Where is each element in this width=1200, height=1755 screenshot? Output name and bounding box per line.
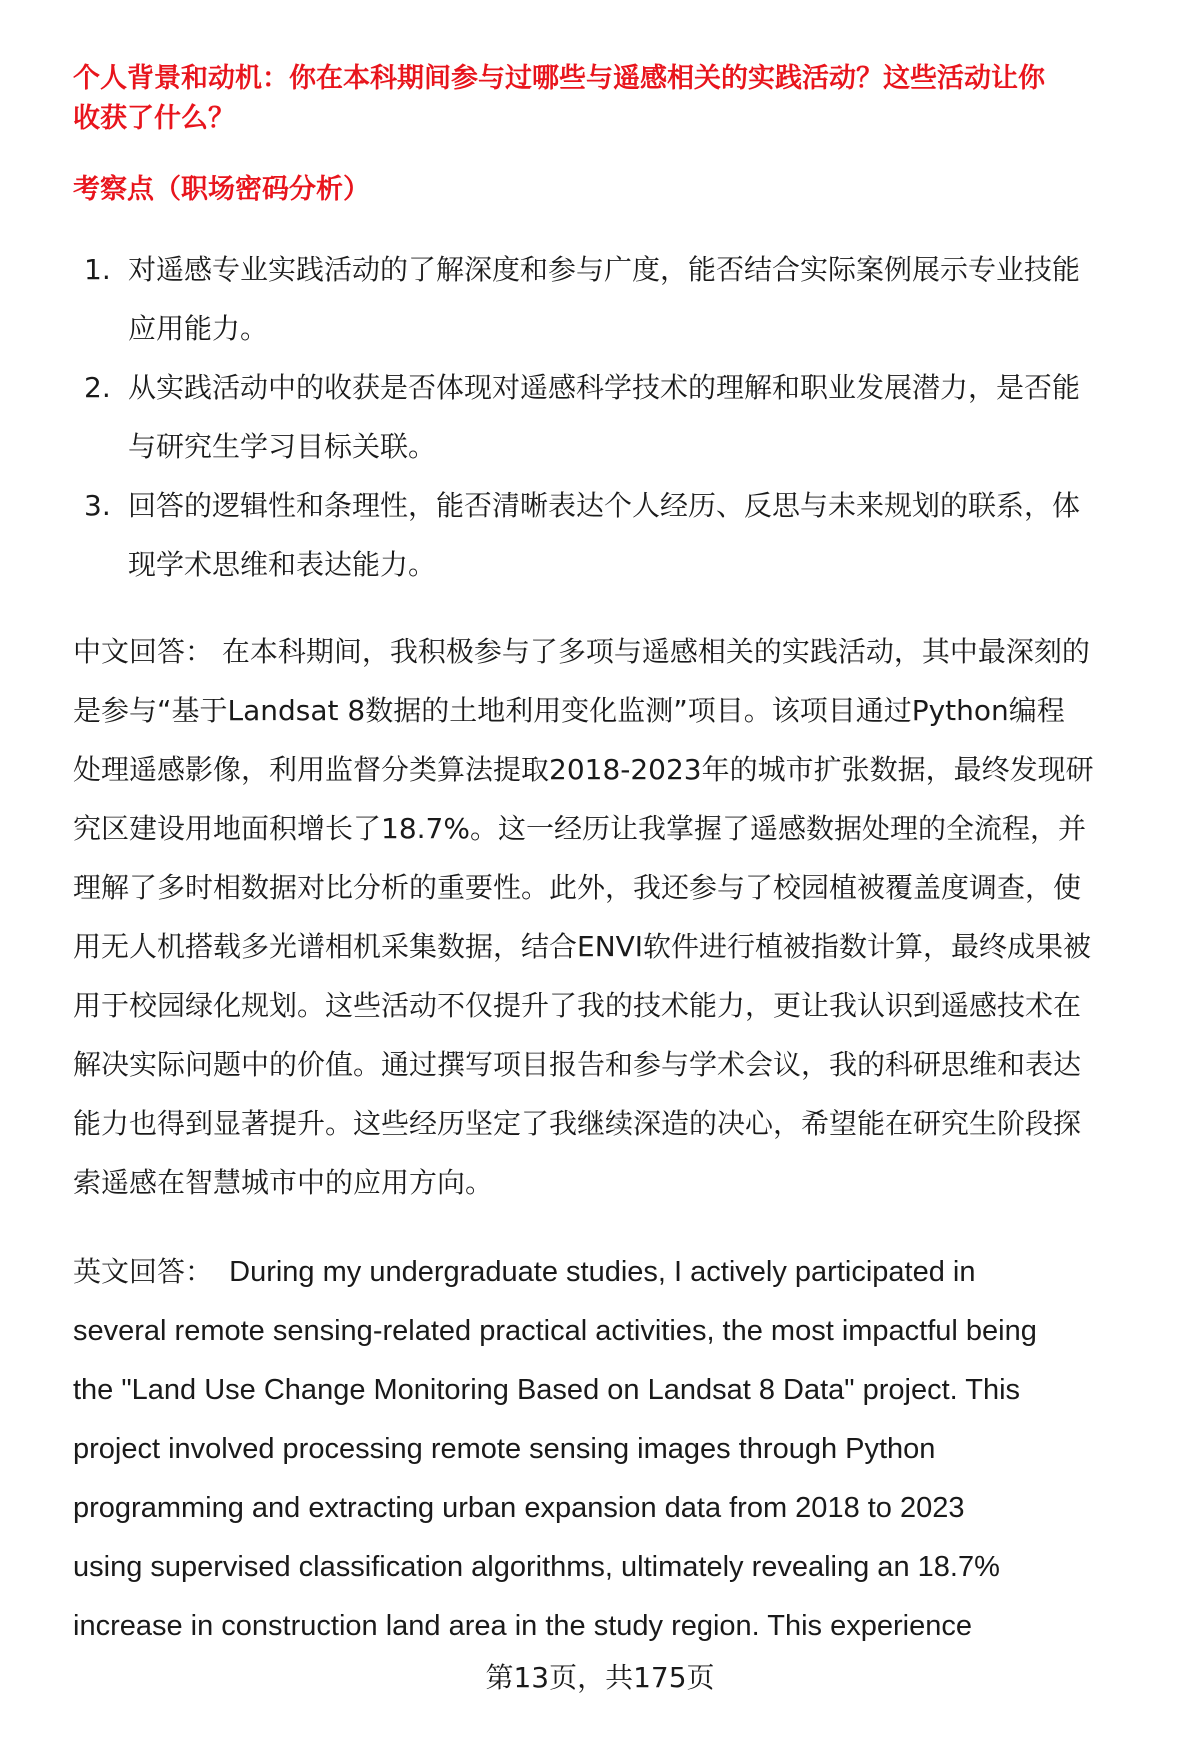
text-line: 解决实际问题中的价值。通过撰写项目报告和参与学术会议，我的科研思维和表达	[73, 1048, 1082, 1081]
chinese-answer	[73, 622, 1094, 1212]
focus-heading: 考察点（职场密码分析）	[73, 174, 370, 205]
text-line: 理解了多时相数据对比分析的重要性。此外，我还参与了校园植被覆盖度调查，使	[73, 871, 1082, 904]
page-number: 第13页，共175页	[485, 1661, 715, 1694]
list-item	[84, 358, 1080, 476]
text-line: the "Land Use Change Monitoring Based on Landsat 8 Data" project. This	[73, 1374, 1021, 1406]
text-line: 处理遥感影像，利用监督分类算法提取2018-2023年的城市扩张数据，最终发现研	[73, 753, 1094, 786]
list-item	[84, 240, 1080, 358]
focus-points-list	[84, 240, 1080, 594]
text-line: increase in construction land area in the study region. This experience	[73, 1610, 972, 1642]
text-line: 中文回答： 在本科期间，我积极参与了多项与遥感相关的实践活动，其中最深刻的	[73, 635, 1090, 668]
list-line: 应用能力。	[128, 312, 269, 345]
list-line: 回答的逻辑性和条理性，能否清晰表达个人经历、反思与未来规划的联系，体	[128, 489, 1081, 522]
list-item	[84, 476, 1080, 594]
text-line: several remote sensing-related practical activities, the most impactful being	[73, 1315, 1037, 1347]
text-line: using supervised classification algorithms, ultimately revealing an 18.7%	[73, 1551, 1000, 1583]
question-line: 收获了什么？	[73, 103, 235, 134]
list-number: 2.	[84, 371, 111, 404]
list-number: 3.	[84, 489, 111, 522]
english-answer-label: 英文回答：	[73, 1255, 214, 1288]
list-number: 1.	[84, 253, 111, 286]
text-line: 是参与“基于Landsat 8数据的土地利用变化监测”项目。该项目通过Python编程	[73, 694, 1065, 727]
text-line: programming and extracting urban expansion data from 2018 to 2023	[73, 1492, 965, 1524]
text-line: 索遥感在智慧城市中的应用方向。	[73, 1166, 494, 1199]
text-line: project involved processing remote sensing images through Python	[73, 1433, 936, 1465]
question-line: 个人背景和动机：你在本科期间参与过哪些与遥感相关的实践活动？这些活动让你	[73, 63, 1045, 94]
text-line: 用于校园绿化规划。这些活动不仅提升了我的技术能力，更让我认识到遥感技术在	[73, 989, 1082, 1022]
text-line: 究区建设用地面积增长了18.7%。这一经历让我掌握了遥感数据处理的全流程，并	[73, 812, 1086, 845]
list-line: 对遥感专业实践活动的了解深度和参与广度，能否结合实际案例展示专业技能	[128, 253, 1081, 286]
list-line: 与研究生学习目标关联。	[128, 430, 437, 463]
text-line: 能力也得到显著提升。这些经历坚定了我继续深造的决心，希望能在研究生阶段探	[73, 1107, 1082, 1140]
text-line: 用无人机搭载多光谱相机采集数据，结合ENVI软件进行植被指数计算，最终成果被	[73, 930, 1092, 963]
list-line: 现学术思维和表达能力。	[128, 548, 437, 581]
list-line: 从实践活动中的收获是否体现对遥感科学技术的理解和职业发展潜力，是否能	[128, 371, 1081, 404]
english-answer	[73, 1242, 1037, 1656]
text-line: During my undergraduate studies, I actively participated in	[213, 1256, 976, 1288]
